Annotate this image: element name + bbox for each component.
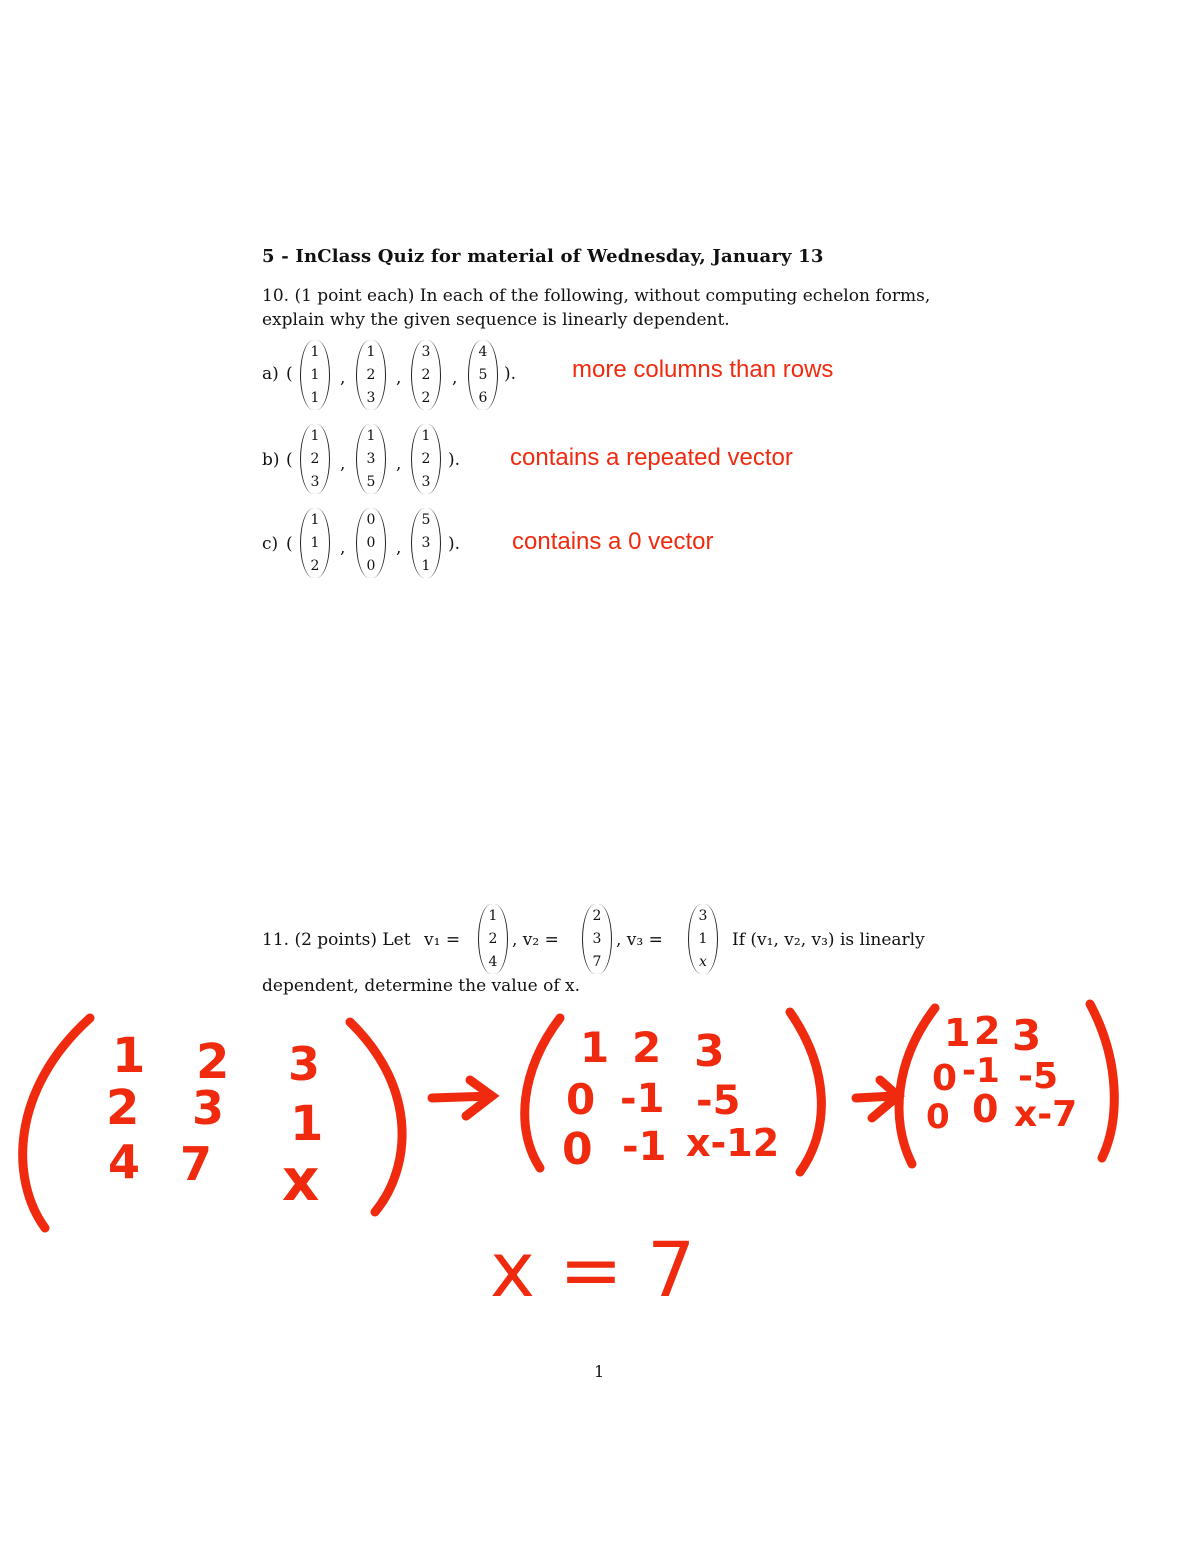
m3-r3c2: 0: [972, 1087, 999, 1131]
matrix1-right-bracket: [350, 1022, 402, 1212]
m2-r3c2: -1: [622, 1124, 667, 1170]
m1-r3c1: 4: [108, 1135, 141, 1189]
m3-r2c1: 0: [932, 1058, 958, 1099]
m2-r1c2: 2: [632, 1023, 662, 1072]
close-paren: ).: [448, 450, 461, 470]
m3-r1c3: 3: [1012, 1011, 1042, 1060]
comma: ,: [452, 368, 458, 388]
vector-b3: 1 2 3: [411, 424, 441, 494]
vector-c1: 1 1 2: [300, 508, 330, 578]
comma: ,: [340, 454, 346, 474]
m2-r2c1: 0: [566, 1075, 596, 1124]
open-paren: (: [286, 364, 293, 384]
m2-r3c3: x-12: [686, 1121, 780, 1165]
quiz-title: 5 - InClass Quiz for material of Wednesday, January 13: [262, 246, 824, 267]
m3-r2c2: -1: [962, 1051, 1000, 1091]
vector-a3: 3 2 2: [411, 340, 441, 410]
arrow-2: [856, 1080, 898, 1118]
vector-b2: 1 3 5: [356, 424, 386, 494]
m1-r2c1: 2: [106, 1080, 140, 1136]
vector-a1: 1 1 1: [300, 340, 330, 410]
m3-r3c1: 0: [926, 1097, 950, 1137]
m1-r2c3: 1: [290, 1096, 324, 1152]
m2-r2c2: -1: [620, 1076, 665, 1122]
vector-a2: 1 2 3: [356, 340, 386, 410]
matrix2-right-bracket: [790, 1012, 821, 1172]
q11-v2-label: , v₂ =: [512, 930, 559, 950]
q11-line2: dependent, determine the value of x.: [262, 976, 581, 996]
answer-a: more columns than rows: [572, 356, 834, 383]
part-a-label: a): [262, 364, 279, 384]
q11-prefix: 11. (2 points) Let: [262, 930, 411, 950]
close-paren: ).: [448, 534, 461, 554]
vector-c3: 5 3 1: [411, 508, 441, 578]
m3-r2c3: -5: [1018, 1056, 1058, 1097]
vector-b1: 1 2 3: [300, 424, 330, 494]
answer-c: contains a 0 vector: [512, 528, 714, 555]
m1-r1c2: 2: [196, 1034, 230, 1090]
vector-a4: 4 5 6: [468, 340, 498, 410]
vector-v2: 2 3 7: [582, 904, 612, 974]
matrix3-right-bracket: [1090, 1004, 1114, 1158]
m3-r1c2: 2: [974, 1009, 1001, 1053]
q11-suffix: If (v₁, v₂, v₃) is linearly: [732, 930, 925, 950]
final-answer: x = 7: [490, 1225, 696, 1314]
close-paren: ).: [504, 364, 517, 384]
part-b-label: b): [262, 450, 280, 470]
m2-r3c1: 0: [562, 1124, 593, 1175]
matrix2-left-bracket: [525, 1018, 560, 1168]
m1-r1c1: 1: [112, 1028, 146, 1084]
answer-b: contains a repeated vector: [510, 444, 793, 471]
comma: ,: [340, 368, 346, 388]
m1-r2c2: 3: [192, 1081, 225, 1135]
open-paren: (: [286, 450, 293, 470]
q10-line1: 10. (1 point each) In each of the following, without computing echelon forms,: [262, 286, 931, 306]
q10-line2: explain why the given sequence is linearly dependent.: [262, 310, 730, 330]
vector-c2: 0 0 0: [356, 508, 386, 578]
m1-r3c3: x: [282, 1146, 320, 1214]
matrix3-left-bracket: [899, 1008, 935, 1164]
comma: ,: [340, 538, 346, 558]
m2-r1c1: 1: [580, 1023, 610, 1072]
comma: ,: [396, 368, 402, 388]
m2-r2c3: -5: [696, 1078, 741, 1124]
m3-r1c1: 1: [944, 1011, 971, 1055]
m3-r3c3: x-7: [1014, 1094, 1078, 1135]
vector-v1: 1 2 4: [478, 904, 508, 974]
q11-v3-label: , v₃ =: [616, 930, 663, 950]
arrow-1: [432, 1080, 492, 1116]
vector-v3: 3 1 x: [688, 904, 718, 974]
open-paren: (: [286, 534, 293, 554]
q11-v1-label: v₁ =: [424, 930, 461, 950]
page-number: 1: [594, 1362, 605, 1381]
m1-r3c2: 7: [180, 1137, 213, 1191]
m1-r1c3: 3: [288, 1037, 321, 1091]
part-c-label: c): [262, 534, 279, 554]
comma: ,: [396, 538, 402, 558]
matrix1-left-bracket: [23, 1018, 90, 1228]
m2-r1c3: 3: [694, 1026, 725, 1077]
comma: ,: [396, 454, 402, 474]
